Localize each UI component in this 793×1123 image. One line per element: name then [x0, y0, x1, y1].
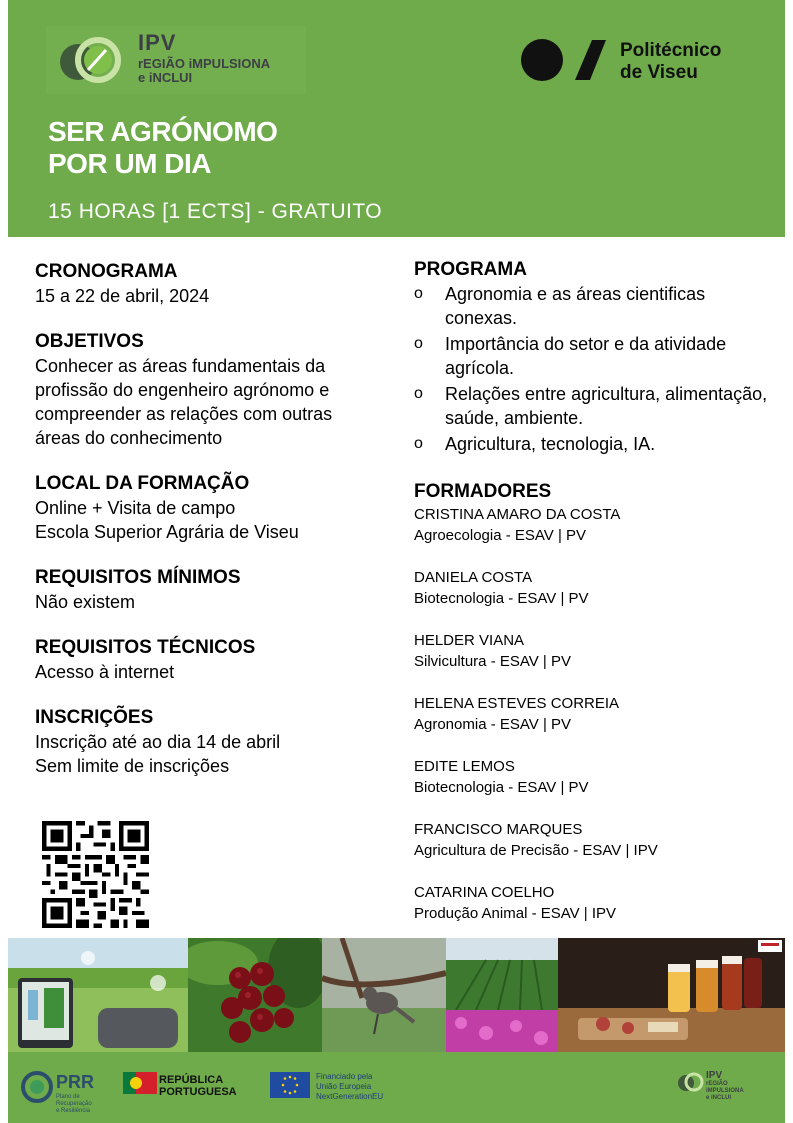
- objetivos-line: áreas do conhecimento: [35, 428, 223, 448]
- requisitos-tecnicos-heading: REQUISITOS TÉCNICOS: [35, 637, 256, 658]
- inscricoes-line: Sem limite de inscrições: [35, 756, 230, 776]
- bullet-icon: o: [414, 435, 423, 452]
- inscricoes-line: Inscrição até ao dia 14 de abril: [35, 732, 281, 752]
- footer-ipv-logo: [676, 1070, 744, 1101]
- prr-logo-text: PRR: [56, 1072, 95, 1092]
- ipv-logo-icon: [676, 1070, 704, 1094]
- ipv-logo-title: IPV: [138, 30, 177, 55]
- objetivos-line: Conhecer as áreas fundamentais da: [35, 356, 326, 376]
- photo-strip: [8, 938, 785, 1052]
- trainer-name: CATARINA COELHO: [414, 884, 555, 901]
- cherries-photo: [188, 938, 322, 1052]
- programa-item: Agronomia e as áreas cientificas conexas.: [445, 284, 706, 328]
- beer-tasting-photo: [558, 938, 785, 1052]
- trainer-role: Silvicultura - ESAV | PV: [414, 653, 572, 670]
- precision-agriculture-photo: [8, 938, 188, 1052]
- bullet-icon: o: [414, 285, 423, 302]
- list-item: [414, 382, 774, 430]
- trainer-name: FRANCISCO MARQUES: [414, 821, 583, 838]
- trainer-entry: [414, 630, 774, 672]
- politecnico-logo-text: Politécnico de Viseu: [620, 40, 722, 83]
- trainer-entry: [414, 882, 774, 924]
- objetivos-heading: OBJETIVOS: [35, 331, 144, 352]
- page-title: SER AGRÓNOMO POR UM DIA: [48, 116, 278, 179]
- programa-list: [414, 282, 774, 456]
- ipv-logo-tagline: rEGIÃO iMPULSIONA e iNCLUI: [138, 56, 271, 85]
- republica-portuguesa-text: REPÚBLICA PORTUGUESA: [159, 1074, 237, 1098]
- eu-flag-icon: [270, 1072, 310, 1098]
- requisitos-minimos-heading: REQUISITOS MÍNIMOS: [35, 567, 241, 588]
- ipv-logo-icon: [54, 32, 124, 88]
- left-column: [35, 260, 375, 778]
- list-item: [414, 432, 774, 456]
- portugal-flag-icon: [123, 1072, 157, 1094]
- requisitos-tecnicos-text: Acesso à internet: [35, 662, 175, 682]
- objetivos-line: profissão do engenheiro agrónomo e: [35, 380, 330, 400]
- formadores-heading: FORMADORES: [414, 481, 552, 502]
- trainer-role: Biotecnologia - ESAV | PV: [414, 590, 589, 607]
- ipv-logo: [46, 26, 306, 94]
- list-item: [414, 332, 774, 380]
- programa-item: Relações entre agricultura, alimentação, saúde, ambiente.: [445, 384, 768, 428]
- prr-logo: [20, 1070, 95, 1114]
- trainer-name: HELDER VIANA: [414, 632, 525, 649]
- programa-heading: PROGRAMA: [414, 259, 527, 280]
- prr-logo-subtext: Plano de Recuperação e Resiliência: [56, 1094, 92, 1114]
- trainer-entry: [414, 819, 774, 861]
- trainer-name: HELENA ESTEVES CORREIA: [414, 695, 620, 712]
- politecnico-logo: [520, 28, 760, 92]
- local-heading: LOCAL DA FORMAÇÃO: [35, 473, 250, 494]
- requisitos-minimos-text: Não existem: [35, 592, 136, 612]
- trainer-role: Agricultura de Precisão - ESAV | IPV: [414, 842, 658, 859]
- cronograma-heading: CRONOGRAMA: [35, 261, 178, 282]
- trainer-role: Agronomia - ESAV | PV: [414, 716, 572, 733]
- trainer-name: DANIELA COSTA: [414, 569, 533, 586]
- programa-item: Importância do setor e da atividade agrícola.: [445, 334, 727, 378]
- objetivos-line: compreender as relações com outras: [35, 404, 333, 424]
- trainer-entry: [414, 756, 774, 798]
- footer-banner: [8, 1052, 785, 1123]
- trainer-role: Agroecologia - ESAV | PV: [414, 527, 587, 544]
- list-item: [414, 282, 774, 330]
- qr-code-icon[interactable]: [42, 821, 149, 928]
- politecnico-logo-icon: [520, 36, 610, 86]
- trainer-entry: [414, 693, 774, 735]
- cronograma-text: 15 a 22 de abril, 2024: [35, 286, 210, 306]
- footer-ipv-title: IPV: [706, 1070, 723, 1081]
- republica-portuguesa-logo: [123, 1072, 237, 1099]
- right-column: [414, 258, 774, 945]
- trainer-name: CRISTINA AMARO DA COSTA: [414, 506, 621, 523]
- local-line: Online + Visita de campo: [35, 498, 236, 518]
- page-subtitle: 15 HORAS [1 ECTS] - GRATUITO: [48, 200, 383, 223]
- trainer-name: EDITE LEMOS: [414, 758, 515, 775]
- prr-logo-icon: [20, 1070, 54, 1104]
- bird-on-branch-photo: [322, 938, 446, 1052]
- trainer-entry: [414, 504, 774, 546]
- local-line: Escola Superior Agrária de Viseu: [35, 522, 299, 542]
- bullet-icon: o: [414, 385, 423, 402]
- trainer-role: Produção Animal - ESAV | IPV: [414, 905, 617, 922]
- bullet-icon: o: [414, 335, 423, 352]
- footer-ipv-tagline: rEGIÃO iMPULSIONA e iNCLUI: [706, 1081, 744, 1101]
- inscricoes-heading: INSCRIÇÕES: [35, 707, 154, 728]
- trainer-role: Biotecnologia - ESAV | PV: [414, 779, 589, 796]
- eu-logo: [270, 1072, 384, 1103]
- header-banner: [8, 0, 785, 237]
- programa-item: Agricultura, tecnologia, IA.: [445, 434, 656, 454]
- vineyard-photo: [446, 938, 558, 1052]
- eu-logo-text: Financiado pela União Europeia NextGenerationEU: [316, 1072, 384, 1101]
- trainer-entry: [414, 567, 774, 609]
